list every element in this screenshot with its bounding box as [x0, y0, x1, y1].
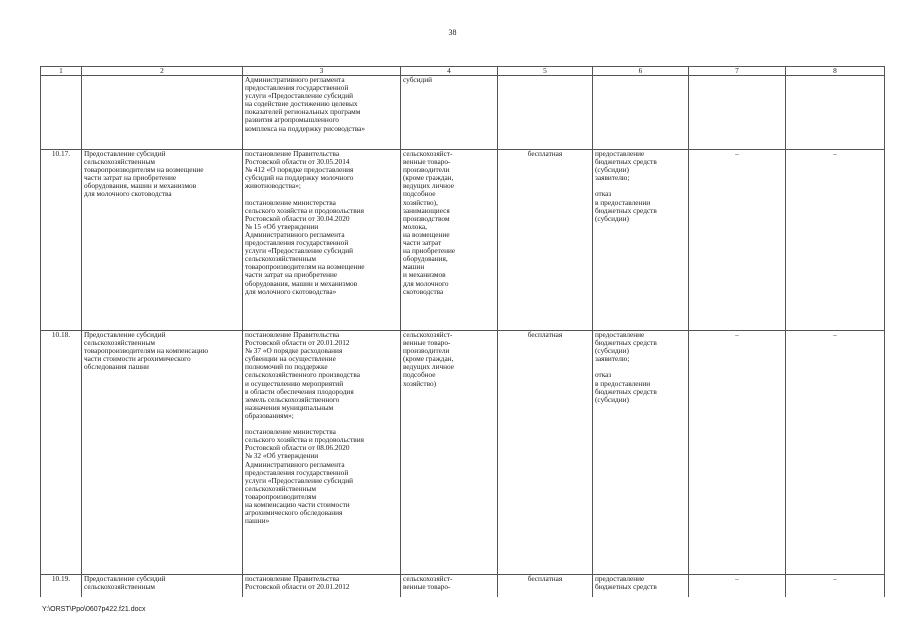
payment-cell: бесплатная — [498, 331, 593, 575]
column-7-cell: – — [689, 575, 786, 598]
column-header: 6 — [593, 67, 689, 76]
column-header: 8 — [786, 67, 885, 76]
column-header: 4 — [401, 67, 498, 76]
recipient-cell: сельскохозяйст- венные товаро- производители (кроме граждан, ведущих личное подсобное хозяйство) — [401, 331, 498, 575]
table-row — [41, 331, 885, 575]
table-header-row — [41, 67, 885, 76]
recipient-cell: сельскохозяйст- венные товаро- — [401, 575, 498, 598]
column-8-cell: – — [786, 331, 885, 575]
row-number-cell: 10.18. — [41, 331, 82, 575]
column-header: 1 — [41, 67, 82, 76]
file-path-footer: Y:\ORST\Ppo\0607p422.f21.docx — [42, 606, 146, 613]
legal-basis-cell: постановление Правительства Ростовской области от 30.05.2014 № 412 «О порядке предоставления субсидий на поддержку молочного животноводства»; постановление министерства сельского хозяйства и продовольствия Ростовской области от 30.04.2020 № 15 «Об утверждении Административного регламента предоставления государственной услуги «Предоставление субсидий сельскохозяйственным товаропроизводителям на возмещение части затрат на приобретение оборудования, машин и механизмов для молочного скотоводства» — [243, 150, 401, 331]
row-number-cell — [41, 76, 82, 150]
result-cell: предоставление бюджетных средств (субсидии) заявителю; отказ в предоставлении бюджетных средств (субсидии) — [593, 150, 689, 331]
recipient-cell: субсидий — [401, 76, 498, 150]
result-cell: предоставление бюджетных средств — [593, 575, 689, 598]
legal-basis-cell: постановление Правительства Ростовской области от 20.01.2012 — [243, 575, 401, 598]
row-number-cell: 10.19. — [41, 575, 82, 598]
payment-cell: бесплатная — [498, 150, 593, 331]
column-header: 3 — [243, 67, 401, 76]
service-name-cell: Предоставление субсидий сельскохозяйственным товаропроизводителям на компенсацию части стоимости агрохимического обследования пашни — [82, 331, 243, 575]
column-header: 7 — [689, 67, 786, 76]
column-7-cell: – — [689, 150, 786, 331]
service-name-cell: Предоставление субсидий сельскохозяйственным — [82, 575, 243, 598]
column-8-cell — [786, 76, 885, 150]
result-cell — [593, 76, 689, 150]
legal-basis-cell: постановление Правительства Ростовской области от 20.01.2012 № 37 «О порядке расходования субвенции на осуществление полномочий по поддержке сельскохозяйственного производства и осуществлению мероприятий в области обеспечения плодородия земель сельскохозяйственного назначения муниципальным образованиям»; постановление министерства сельского хозяйства и продовольствия Ростовской области от 08.06.2020 № 32 «Об утверждении Административного регламента предоставления государственной услуги «Предоставление субсидий сельскохозяйственным товаропроизводителям на компенсацию части стоимости агрохимического обследования пашни» — [243, 331, 401, 575]
service-name-cell — [82, 76, 243, 150]
services-table — [40, 66, 885, 597]
service-name-cell: Предоставление субсидий сельскохозяйственным товаропроизводителям на возмещение части затрат на приобретение оборудования, машин и механизмов для молочного скотоводства — [82, 150, 243, 331]
page-number: 38 — [448, 28, 457, 37]
column-8-cell: – — [786, 575, 885, 598]
payment-cell — [498, 76, 593, 150]
row-number-cell: 10.17. — [41, 150, 82, 331]
recipient-cell: сельскохозяйст- венные товаро- производители (кроме граждан, ведущих личное подсобное хозяйство), занимающиеся производством молока, на возмещение части затрат на приобретение оборудования, машин и механизмов для молочного скотоводства — [401, 150, 498, 331]
table-row — [41, 76, 885, 150]
column-8-cell: – — [786, 150, 885, 331]
column-7-cell — [689, 76, 786, 150]
legal-basis-cell: Административного регламента предоставления государственной услуги «Предоставление субсидий на содействие достижению целевых показателей региональных программ развития агропромышленного комплекса на поддержку рисоводства» — [243, 76, 401, 150]
column-header: 2 — [82, 67, 243, 76]
table-row — [41, 575, 885, 598]
table-row — [41, 150, 885, 331]
column-header: 5 — [498, 67, 593, 76]
payment-cell: бесплатная — [498, 575, 593, 598]
column-7-cell: – — [689, 331, 786, 575]
result-cell: предоставление бюджетных средств (субсидии) заявителю; отказ в предоставлении бюджетных средств (субсидии) — [593, 331, 689, 575]
